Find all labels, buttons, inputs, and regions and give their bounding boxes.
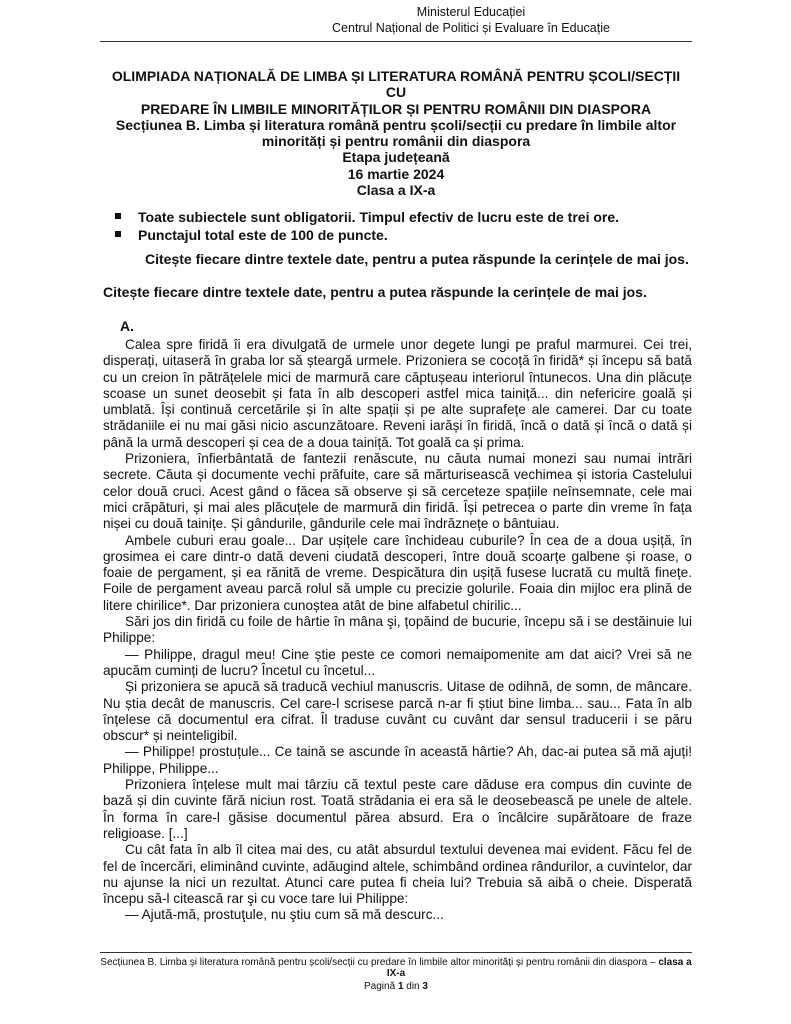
dialogue-line: — Philippe! prostuțule... Ce taină se ascunde în această hârtie? Ah, dac-ai putea să mă ajuți! Philippe, Philippe... xyxy=(103,744,692,776)
header-ministry: Ministerul Educației xyxy=(416,5,526,19)
page-current: 1 xyxy=(397,981,404,992)
title-line: 16 martie 2024 xyxy=(347,165,445,182)
rule-text: Toate subiectele sunt obligatorii. Timpul efectiv de lucru este de trei ore. xyxy=(138,209,620,225)
page-total: 3 xyxy=(422,981,428,992)
footer-class: clasa a IX-a xyxy=(386,957,692,979)
paragraph: Cu cât fata în alb îl citea mai des, cu atât absurdul textului devenea mai evident. Făcu fel de fel de încercări, eliminând cuvinte, adăugind altele, schimbând ordinea rândurilor, a cuvintelor, dar nu ajunse la nici un rezultat. Atunci care putea fi cheia lui? Trebuia să aibă o cheie. Disperată începu să-l citească rar şi cu voce tare lui Philippe: xyxy=(103,842,692,907)
title-line: Secțiunea B. Limba și literatura română pentru școli/secții cu predare în limbile altor xyxy=(115,116,677,133)
rule-item xyxy=(115,209,619,225)
footer-divider xyxy=(100,952,692,953)
header-center: Centrul Național de Politici și Evaluare în Educație xyxy=(332,21,610,35)
paragraph: Calea spre firidă îi era divulgată de urmele unor degete lungi pe praful marmurei. Cei trei, disperați, uitaseră în graba lor să șteargă urmele. Prizoniera se cocoță în firidă* și începu să bată cu un creion în pătrățelele mici de marmură care căptușeau interiorul întunecos. Una din plăcuțe scoase un sunet deosebit și fata în alb descoperi astfel mica tainiță... din nefericire goală și umblată. Își continuă cercetările și în alte spații și pe alte suprafețe ale camerei. Dar cu toate strădaniile ei nu mai găsi nicio ascunzătoare. Reveni iarăși în firidă, încă o dată și încă o dată și până la urmă descoperi și cea de a doua tainiță. Tot goală ca și prima. xyxy=(103,337,692,450)
instruction-indented: Citește fiecare dintre textele date, pentru a putea răspunde la cerințele de mai jos. xyxy=(145,251,689,267)
bullet-icon xyxy=(115,213,121,219)
dialogue-line: — Philippe, dragul meu! Cine știe peste ce comori nemaipomenite am dat aici? Vrei să ne apucăm cuminți de lucru? Încetul cu încetul... xyxy=(103,646,692,678)
page-footer xyxy=(100,957,692,992)
paragraph: Prizoniera înțelese mult mai târziu că textul peste care dăduse era compus din cuvinte de bază și din cuvinte fără niciun rost. Toată strădania ei era să le deosebească pe unele de altele. În forma în care-l găsise documentul părea absurd. Era o încâlcire supărătoare de fraze religioase. [...] xyxy=(103,777,692,841)
bullet-icon xyxy=(115,231,121,237)
rule-item xyxy=(115,227,388,243)
dialogue-line: — Ajută-mă, prostuţule, nu ştiu cum să mă descurc... xyxy=(125,907,444,923)
paragraph: Prizoniera, înfierbântată de fantezii renăscute, nu căuta numai monezi sau numai intrări secrete. Căuta și documente vechi prăfuite, care să mărturisească vechimea și istoria Castelului celor două cruci. Acest gând o făcea să observe și să cerceteze spațiile neînsemnate, cele mai mici crăpături, și mai ales plăcuțele de marmură din firidă. Își petrecea o parte din vreme în fața nișei cu două tainițe. Și gândurile, gândurile cele mai îndrăznețe o bântuiau. xyxy=(103,451,692,532)
section-label: A. xyxy=(120,318,134,334)
title-line: Etapa județeană xyxy=(342,149,450,166)
title-line: Clasa a IX-a xyxy=(356,182,436,199)
paragraph: Și prizoniera se apucă să traducă vechiul manuscris. Uitase de odihnă, de somn, de mâncare. Nu știa decât de manuscris. Cel care-l scrisese parcă n-ar fi știut bine limba... sau... Fata în alb înțelese că documentul era cifrat. Îl traduse cuvânt cu cuvânt dar sensul traducerii i se păru obscur* și neinteligibil. xyxy=(103,679,692,744)
paragraph: Ambele cuburi erau goale... Dar ușițele care închideau cuburile? În cea de a doua ușiță, în grosimea ei care dintr-o dată deveni ciudată descoperi, între două scoarțe galbene și roase, o foaie de pergament, și ea rănită de vreme. Despicătura din ușiță fusese lucrată cu multă finețe. Foile de pergament aveau parcă rolul să umple cu precizie golurile. Foaia din mijloc era plină de litere chirilice*. Dar prizoniera cunoștea atât de bine alfabetul chirilic... xyxy=(103,532,692,613)
document-title xyxy=(100,68,692,198)
page-mid: din xyxy=(403,981,423,992)
page-header xyxy=(100,5,692,35)
rule-text: Punctajul total este de 100 de puncte. xyxy=(138,227,388,243)
text-body xyxy=(103,337,692,924)
title-line: minorități și pentru românii din diaspora xyxy=(261,133,531,150)
paragraph: Sări jos din firidă cu foile de hârtie în mâna şi, țopăind de bucurie, începu să i se destăinuie lui Philippe: xyxy=(103,614,692,646)
instruction: Citește fiecare dintre textele date, pentru a putea răspunde la cerințele de mai jos. xyxy=(103,284,647,300)
title-line: OLIMPIADA NAȚIONALĂ DE LIMBA ȘI LITERATURA ROMÂNĂ PENTRU ȘCOLI/SECȚII CU xyxy=(111,68,681,101)
title-line: PREDARE ÎN LIMBILE MINORITĂȚILOR ȘI PENTRU ROMÂNII DIN DIASPORA xyxy=(140,100,652,117)
footer-text: Secțiunea B. Limba și literatura română pentru școli/secții cu predare în limbile altor minorități și pentru românii din diaspora – xyxy=(100,957,659,968)
page-prefix: Pagină xyxy=(364,981,398,992)
header-divider xyxy=(100,41,692,42)
